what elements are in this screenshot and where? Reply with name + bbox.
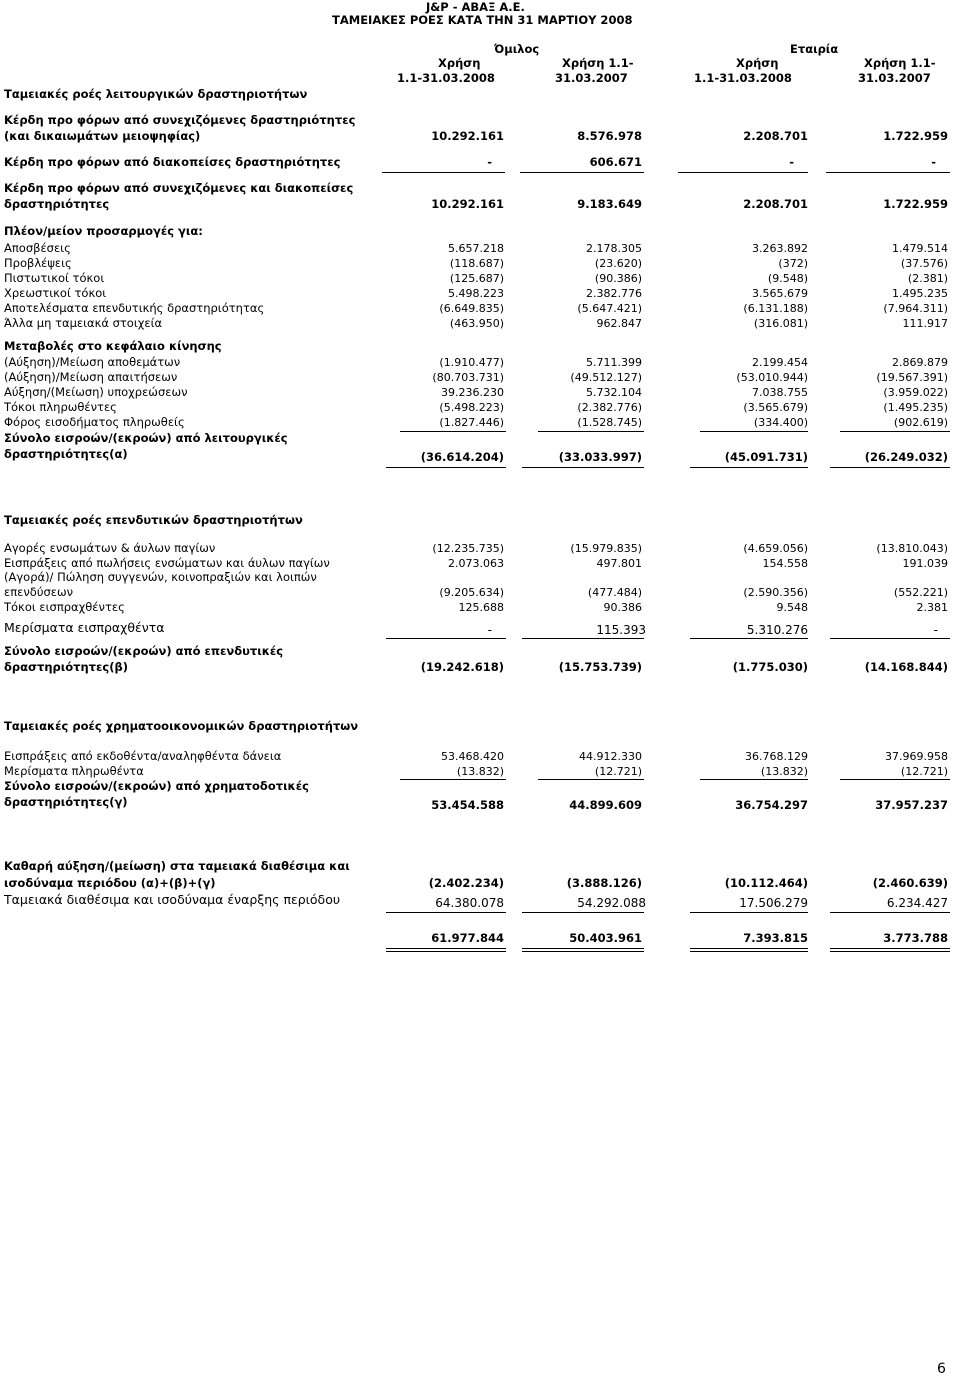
- wc-row-value: (3.565.679): [743, 401, 808, 414]
- fin-row-value: 36.768.129: [745, 750, 808, 763]
- rule: [830, 638, 950, 639]
- inv-row-value: (2.590.356): [743, 586, 808, 599]
- net-change-label-line2: ισοδύναμα περιόδου (α)+(β)+(γ): [4, 876, 216, 890]
- total-label-line2: δραστηριότητες: [4, 197, 110, 211]
- fin-row-label: Εισπράξεις από εκδοθέντα/αναληφθέντα δάνεια: [4, 749, 282, 763]
- inv-row-value: 2.381: [916, 601, 948, 614]
- investing-sum-value-3: (1.775.030): [732, 660, 808, 674]
- rule: [700, 431, 808, 432]
- adj-row-value: (37.576): [900, 257, 948, 270]
- financing-sum-value-1: 53.454.588: [431, 798, 504, 812]
- total-value-3: 2.208.701: [743, 197, 808, 211]
- adj-row-value: (316.081): [753, 317, 808, 330]
- adj-row-value: (372): [778, 257, 808, 270]
- adj-row-value: (9.548): [767, 272, 808, 285]
- inv-row-value: (552.221): [893, 586, 948, 599]
- adj-row-value: (5.647.421): [577, 302, 642, 315]
- financing-sum-value-2: 44.899.609: [569, 798, 642, 812]
- inv-row-label: Εισπράξεις από πωλήσεις ενσώματων και άυλων παγίων: [4, 556, 330, 570]
- financing-sum-label-line2: δραστηριότητες(γ): [4, 795, 128, 809]
- rule: [400, 779, 506, 780]
- operating-sum-label-line1: Σύνολο εισροών/(εκροών) από λειτουργικές: [4, 431, 288, 445]
- inv-row-value: (15.979.835): [570, 542, 642, 555]
- inv-row-value: 154.558: [762, 557, 808, 570]
- rule: [520, 172, 644, 173]
- wc-row-value: (19.567.391): [876, 371, 948, 384]
- opening-cash-value-2: 54.292.088: [577, 896, 646, 910]
- wc-row-label: Αύξηση/(Μείωση) υποχρεώσεων: [4, 385, 188, 399]
- wc-row-value: 7.038.755: [752, 386, 808, 399]
- wc-row-value: (53.010.944): [736, 371, 808, 384]
- adj-row-value: (90.386): [594, 272, 642, 285]
- closing-cash-value-2: 50.403.961: [569, 931, 642, 945]
- inv-row-value: 90.386: [603, 601, 642, 614]
- wc-row-value: (3.959.022): [883, 386, 948, 399]
- wc-row-value: (2.382.776): [577, 401, 642, 414]
- investing-sum-value-4: (14.168.844): [864, 660, 948, 674]
- operating-section-title: Ταμειακές ροές λειτουργικών δραστηριοτήτων: [4, 87, 308, 101]
- net-change-value-2: (3.888.126): [566, 876, 642, 890]
- financing-section-title: Ταμειακές ροές χρηματοοικονομικών δραστηριοτήτων: [4, 719, 359, 733]
- dividends-received-value-2: 115.393: [596, 623, 646, 637]
- inv-row-label-line2: επενδύσεων: [4, 585, 74, 599]
- col3-header-line1: Χρήση: [736, 56, 779, 70]
- adj-row-label: Προβλέψεις: [4, 256, 72, 270]
- wc-row-label: (Αύξηση)/Μείωση απαιτήσεων: [4, 370, 178, 384]
- rule: [522, 951, 644, 952]
- net-change-label-line1: Καθαρή αύξηση/(μείωση) στα ταμειακά διαθέσιμα και: [4, 859, 350, 873]
- dividends-received-label: Μερίσματα εισπραχθέντα: [4, 620, 165, 635]
- rule: [386, 948, 506, 949]
- wc-row-value: (1.910.477): [439, 356, 504, 369]
- adj-row-value: (6.131.188): [743, 302, 808, 315]
- wc-row-label: Τόκοι πληρωθέντες: [4, 400, 117, 414]
- wc-row-value: (1.528.745): [577, 416, 642, 429]
- rule: [386, 951, 506, 952]
- investing-sum-value-2: (15.753.739): [558, 660, 642, 674]
- rule: [690, 951, 808, 952]
- total-label-line1: Κέρδη προ φόρων από συνεχιζόμενες και διακοπείσες: [4, 181, 354, 195]
- company-header: Εταιρία: [790, 42, 839, 56]
- disc-value-4: -: [931, 155, 936, 169]
- net-change-value-3: (10.112.464): [724, 876, 808, 890]
- adj-row-value: 2.178.305: [586, 242, 642, 255]
- investing-sum-label-line1: Σύνολο εισροών/(εκροών) από επενδυτικές: [4, 644, 284, 658]
- opening-cash-value-4: 6.234.427: [886, 896, 948, 910]
- rule: [840, 431, 950, 432]
- investing-sum-value-1: (19.242.618): [420, 660, 504, 674]
- fin-row-value: 44.912.330: [579, 750, 642, 763]
- wc-row-label: (Αύξηση)/Μείωση αποθεμάτων: [4, 355, 181, 369]
- adj-row-value: 111.917: [902, 317, 948, 330]
- rule: [690, 638, 808, 639]
- adj-row-value: (7.964.311): [883, 302, 948, 315]
- inv-row-value: (4.659.056): [743, 542, 808, 555]
- wc-row-value: (49.512.127): [570, 371, 642, 384]
- rule: [690, 948, 808, 949]
- closing-cash-value-1: 61.977.844: [431, 931, 504, 945]
- closing-cash-value-4: 3.773.788: [883, 931, 948, 945]
- financing-sum-value-3: 36.754.297: [735, 798, 808, 812]
- rule: [690, 912, 808, 913]
- disc-label: Κέρδη προ φόρων από διακοπείσες δραστηριότητες: [4, 155, 341, 169]
- disc-value-1: -: [487, 155, 492, 169]
- inv-row-value: (13.810.043): [876, 542, 948, 555]
- company-name: J&P - ΑΒΑΞ Α.Ε.: [426, 0, 525, 14]
- adj-row-value: 5.498.223: [448, 287, 504, 300]
- inv-row-value: 497.801: [596, 557, 642, 570]
- investing-sum-label-line2: δραστηριότητες(β): [4, 660, 128, 674]
- wc-row-value: (1.827.446): [439, 416, 504, 429]
- inv-row-value: 2.073.063: [448, 557, 504, 570]
- rule: [382, 172, 505, 173]
- rule: [538, 431, 644, 432]
- rule: [830, 951, 950, 952]
- adj-row-label: Άλλα μη ταμειακά στοιχεία: [4, 316, 163, 330]
- closing-cash-value-3: 7.393.815: [743, 931, 808, 945]
- inv-row-value: 9.548: [776, 601, 808, 614]
- fin-row-value: 53.468.420: [441, 750, 504, 763]
- wc-row-value: 2.199.454: [752, 356, 808, 369]
- fin-row-value: (12.721): [900, 765, 948, 778]
- dividends-received-value-1: -: [487, 623, 492, 637]
- wc-row-value: (334.400): [753, 416, 808, 429]
- rule: [830, 467, 950, 468]
- cont-label-line2: (και δικαιωμάτων μειοψηφίας): [4, 129, 201, 143]
- inv-row-label-line1: (Αγορά)/ Πώληση συγγενών, κοινοπραξιών και λοιπών: [4, 570, 317, 584]
- operating-sum-value-1: (36.614.204): [420, 450, 504, 464]
- inv-row-value: 191.039: [902, 557, 948, 570]
- adjustments-heading: Πλέον/μείον προσαρμογές για:: [4, 224, 203, 238]
- col2-header-line2: 31.03.2007: [555, 71, 628, 85]
- inv-row-value: 125.688: [458, 601, 504, 614]
- rule: [522, 948, 644, 949]
- working-capital-heading: Μεταβολές στο κεφάλαιο κίνησης: [4, 339, 222, 353]
- net-change-value-1: (2.402.234): [428, 876, 504, 890]
- adj-row-value: (125.687): [449, 272, 504, 285]
- wc-row-value: (80.703.731): [432, 371, 504, 384]
- inv-row-label: Αγορές ενσωμάτων & άυλων παγίων: [4, 541, 216, 555]
- cont-label-line1: Κέρδη προ φόρων από συνεχιζόμενες δραστηριότητες: [4, 113, 356, 127]
- rule: [522, 912, 644, 913]
- adj-row-value: 3.263.892: [752, 242, 808, 255]
- total-value-1: 10.292.161: [431, 197, 504, 211]
- adj-row-value: (118.687): [449, 257, 504, 270]
- adj-row-value: (23.620): [594, 257, 642, 270]
- adj-row-value: (463.950): [449, 317, 504, 330]
- col1-header-line1: Χρήση: [438, 56, 481, 70]
- col1-header-line2: 1.1-31.03.2008: [397, 71, 495, 85]
- adj-row-value: (6.649.835): [439, 302, 504, 315]
- total-value-4: 1.722.959: [883, 197, 948, 211]
- group-header: Όμιλος: [494, 42, 540, 56]
- dividends-received-value-3: 5.310.276: [746, 623, 808, 637]
- adj-row-value: 5.657.218: [448, 242, 504, 255]
- fin-row-value: (12.721): [594, 765, 642, 778]
- adj-row-value: (2.381): [907, 272, 948, 285]
- operating-sum-value-4: (26.249.032): [864, 450, 948, 464]
- rule: [700, 779, 808, 780]
- fin-row-label: Μερίσματα πληρωθέντα: [4, 764, 144, 778]
- adj-row-label: Πιστωτικοί τόκοι: [4, 271, 105, 285]
- adj-row-label: Χρεωστικοί τόκοι: [4, 286, 107, 300]
- adj-row-value: 1.479.514: [892, 242, 948, 255]
- adj-row-value: 2.382.776: [586, 287, 642, 300]
- operating-sum-label-line2: δραστηριότητες(α): [4, 447, 128, 461]
- report-title: ΤΑΜΕΙΑΚΕΣ ΡΟΕΣ ΚΑΤΑ ΤΗΝ 31 ΜΑΡΤΙΟΥ 2008: [332, 13, 633, 27]
- wc-row-value: (5.498.223): [439, 401, 504, 414]
- wc-row-value: (1.495.235): [883, 401, 948, 414]
- rule: [386, 467, 506, 468]
- wc-row-value: 2.869.879: [892, 356, 948, 369]
- disc-value-2: 606.671: [589, 155, 642, 169]
- disc-value-3: -: [789, 155, 794, 169]
- cont-value-4: 1.722.959: [883, 129, 948, 143]
- financing-sum-label-line1: Σύνολο εισροών/(εκροών) από χρηματοδοτικές: [4, 779, 309, 793]
- wc-row-label: Φόρος εισοδήματος πληρωθείς: [4, 415, 185, 429]
- total-value-2: 9.183.649: [577, 197, 642, 211]
- adj-row-label: Αποσβέσεις: [4, 241, 71, 255]
- rule: [830, 912, 950, 913]
- opening-cash-label: Ταμειακά διαθέσιμα και ισοδύναμα έναρξης περιόδου: [4, 892, 341, 907]
- inv-row-value: (477.484): [587, 586, 642, 599]
- rule: [826, 172, 950, 173]
- cont-value-1: 10.292.161: [431, 129, 504, 143]
- rule: [840, 779, 950, 780]
- net-change-value-4: (2.460.639): [872, 876, 948, 890]
- cont-value-2: 8.576.978: [577, 129, 642, 143]
- col4-header-line1: Χρήση 1.1-: [864, 56, 936, 70]
- col2-header-line1: Χρήση 1.1-: [562, 56, 634, 70]
- operating-sum-value-3: (45.091.731): [724, 450, 808, 464]
- col4-header-line2: 31.03.2007: [858, 71, 931, 85]
- rule: [522, 467, 644, 468]
- rule: [538, 779, 644, 780]
- wc-row-value: 5.711.399: [586, 356, 642, 369]
- rule: [400, 431, 506, 432]
- opening-cash-value-3: 17.506.279: [739, 896, 808, 910]
- rule: [386, 638, 506, 639]
- rule: [522, 638, 644, 639]
- inv-row-label: Τόκοι εισπραχθέντες: [4, 600, 125, 614]
- investing-section-title: Ταμειακές ροές επενδυτικών δραστηριοτήτων: [4, 513, 303, 527]
- fin-row-value: 37.969.958: [885, 750, 948, 763]
- operating-sum-value-2: (33.033.997): [558, 450, 642, 464]
- rule: [690, 467, 808, 468]
- inv-row-value: (9.205.634): [439, 586, 504, 599]
- fin-row-value: (13.832): [760, 765, 808, 778]
- inv-row-value: (12.235.735): [432, 542, 504, 555]
- dividends-received-value-4: -: [933, 623, 938, 637]
- wc-row-value: (902.619): [893, 416, 948, 429]
- adj-row-value: 962.847: [596, 317, 642, 330]
- rule: [678, 172, 808, 173]
- rule: [386, 912, 506, 913]
- page-number: 6: [937, 1361, 946, 1377]
- cont-value-3: 2.208.701: [743, 129, 808, 143]
- col3-header-line2: 1.1-31.03.2008: [694, 71, 792, 85]
- wc-row-value: 39.236.230: [441, 386, 504, 399]
- adj-row-value: 1.495.235: [892, 287, 948, 300]
- rule: [830, 948, 950, 949]
- adj-row-label: Αποτελέσματα επενδυτικής δραστηριότητας: [4, 301, 265, 315]
- adj-row-value: 3.565.679: [752, 287, 808, 300]
- opening-cash-value-1: 64.380.078: [435, 896, 504, 910]
- fin-row-value: (13.832): [456, 765, 504, 778]
- wc-row-value: 5.732.104: [586, 386, 642, 399]
- financing-sum-value-4: 37.957.237: [875, 798, 948, 812]
